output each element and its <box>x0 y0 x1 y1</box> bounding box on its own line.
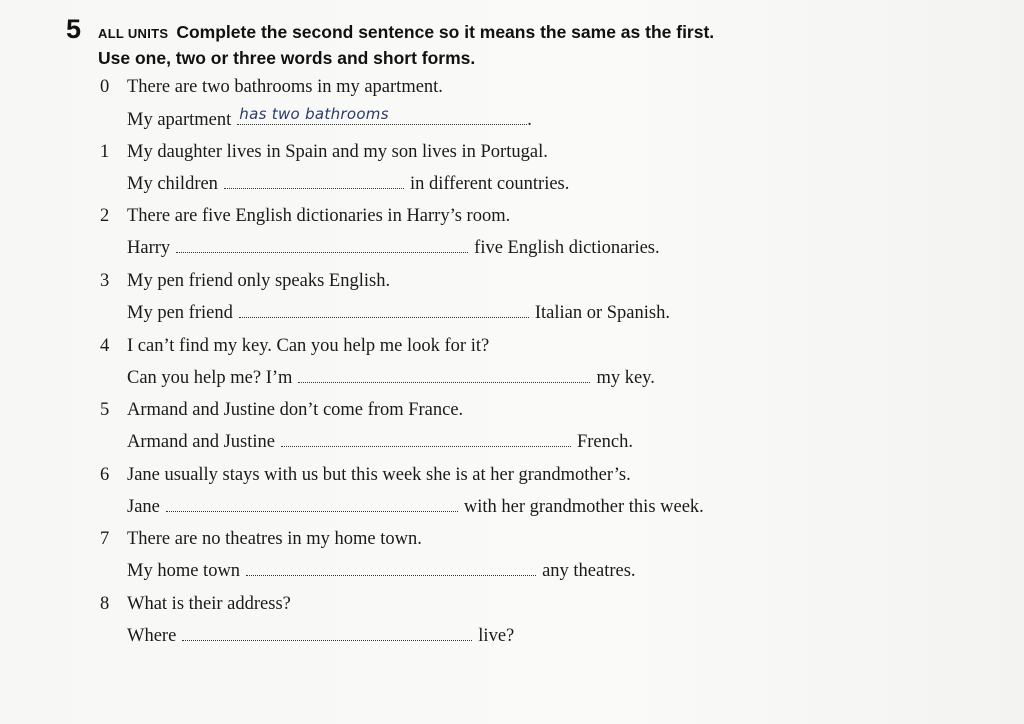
item-number: 8 <box>100 594 110 614</box>
question-item <box>100 465 631 486</box>
answer-blank[interactable] <box>182 626 472 641</box>
item-number: 6 <box>100 465 110 485</box>
answer-prefix: Armand and Justine <box>127 432 275 452</box>
answer-blank[interactable] <box>166 497 458 512</box>
item-sentence: Armand and Justine don’t come from France. <box>127 400 464 420</box>
item-sentence: There are two bathrooms in my apartment. <box>127 77 443 97</box>
answer-suffix: . <box>527 110 532 130</box>
answer-suffix: my key. <box>596 368 655 388</box>
answer-line <box>127 497 704 518</box>
answer-suffix: with her grandmother this week. <box>463 497 704 517</box>
question-item <box>100 142 548 163</box>
instruction-line-2: Use one, two or three words and short forms. <box>98 48 476 68</box>
answer-suffix: any theatres. <box>542 561 636 581</box>
answer-line <box>127 368 655 389</box>
item-sentence: My daughter lives in Spain and my son lives in Portugal. <box>127 142 548 162</box>
exercise-instructions <box>98 20 818 71</box>
exercise-number: 5 <box>66 14 82 44</box>
answer-prefix: My pen friend <box>127 303 233 323</box>
answer-blank[interactable] <box>281 432 571 447</box>
item-sentence: What is their address? <box>127 594 291 614</box>
item-number: 5 <box>100 400 110 420</box>
item-sentence: Jane usually stays with us but this week she is at her grandmother’s. <box>127 465 631 485</box>
item-number: 7 <box>100 529 110 549</box>
answer-line <box>127 561 636 582</box>
answer-suffix: French. <box>576 432 633 452</box>
item-sentence: My pen friend only speaks English. <box>127 271 391 291</box>
answer-prefix: My children <box>127 174 218 194</box>
question-item <box>100 594 291 615</box>
question-item <box>100 206 510 227</box>
answer-blank[interactable] <box>298 368 590 383</box>
item-sentence: There are five English dictionaries in Harry’s room. <box>127 206 511 226</box>
answer-suffix: in different countries. <box>409 174 570 194</box>
answer-prefix: My home town <box>127 561 241 581</box>
answer-blank[interactable] <box>239 303 529 318</box>
item-number: 3 <box>100 271 110 291</box>
answer-prefix: My apartment <box>127 110 232 130</box>
answer-blank[interactable] <box>176 238 468 253</box>
item-number: 2 <box>100 206 110 226</box>
question-item <box>100 77 443 98</box>
answer-line <box>127 105 532 131</box>
exercise-tag: ALL UNITS <box>98 26 169 41</box>
answer-prefix: Can you help me? I’m <box>127 368 293 388</box>
answer-blank[interactable] <box>246 561 536 576</box>
instruction-line-1: Complete the second sentence so it means the same as the first. <box>176 22 715 42</box>
question-item <box>100 271 390 292</box>
question-item <box>100 400 463 421</box>
answer-line <box>127 432 633 453</box>
answer-line <box>127 174 569 195</box>
answer-suffix: five English dictionaries. <box>474 238 660 258</box>
answer-line <box>127 238 660 259</box>
item-sentence: I can’t find my key. Can you help me look for it? <box>127 336 490 356</box>
item-number: 1 <box>100 142 110 162</box>
answer-line <box>127 626 514 647</box>
answer-line <box>127 303 670 324</box>
item-number: 4 <box>100 336 110 356</box>
answer-prefix: Harry <box>127 238 171 258</box>
answer-blank[interactable] <box>237 105 527 125</box>
question-item <box>100 336 489 357</box>
item-number: 0 <box>100 77 110 97</box>
answer-blank[interactable] <box>224 174 404 189</box>
handwritten-answer: has two bathrooms <box>239 105 389 123</box>
answer-prefix: Jane <box>127 497 160 517</box>
answer-prefix: Where <box>127 626 177 646</box>
answer-suffix: Italian or Spanish. <box>534 303 670 323</box>
question-item <box>100 529 422 550</box>
answer-suffix: live? <box>478 626 515 646</box>
item-sentence: There are no theatres in my home town. <box>127 529 422 549</box>
